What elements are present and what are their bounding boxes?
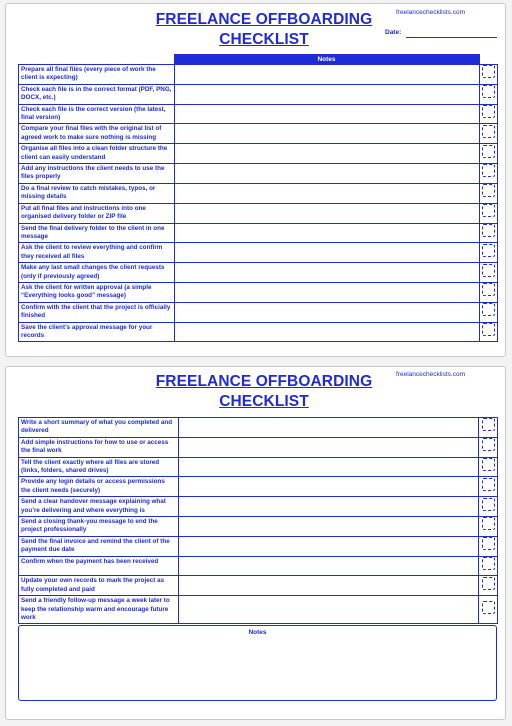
table-row xyxy=(19,164,498,184)
task-note-cell[interactable] xyxy=(179,477,479,497)
page-title: FREELANCE OFFBOARDING CHECKLIST xyxy=(155,373,373,410)
table-row xyxy=(19,203,498,223)
task-label: Add any instructions the client needs to use the files properly xyxy=(19,164,175,184)
task-label: Put all final files and instructions into one organised delivery folder or ZIP file xyxy=(19,203,175,223)
task-checkbox[interactable] xyxy=(482,224,495,237)
task-note-cell[interactable] xyxy=(174,164,479,184)
task-label: Send the final invoice and remind the client of the payment due date xyxy=(19,536,179,556)
task-checkbox[interactable] xyxy=(482,557,495,570)
table-row xyxy=(19,437,498,457)
task-label: Ask the client to review everything and confirm they received all files xyxy=(19,243,175,263)
task-note-cell[interactable] xyxy=(174,124,479,144)
checkbox-cell xyxy=(479,65,498,85)
table-row xyxy=(19,497,498,517)
checkbox-cell xyxy=(479,556,498,576)
task-checkbox[interactable] xyxy=(482,438,495,451)
checkbox-cell xyxy=(479,263,498,283)
checkbox-cell xyxy=(479,282,498,302)
checkbox-cell xyxy=(479,457,498,477)
table-row xyxy=(19,596,498,624)
notes-column-header: Notes xyxy=(174,55,479,65)
task-label: Check each file is the correct version (the latest, final version) xyxy=(19,104,175,124)
table-row xyxy=(19,104,498,124)
task-label: Send a friendly follow-up message a week later to keep the relationship warm and encourage future work xyxy=(19,596,179,624)
task-note-cell[interactable] xyxy=(174,322,479,342)
task-checkbox[interactable] xyxy=(482,105,495,118)
checkbox-cell xyxy=(479,477,498,497)
task-checkbox[interactable] xyxy=(482,418,495,431)
table-row xyxy=(19,183,498,203)
checkbox-cell xyxy=(479,576,498,596)
task-note-cell[interactable] xyxy=(179,536,479,556)
table-row xyxy=(19,418,498,438)
task-checkbox[interactable] xyxy=(482,478,495,491)
table-row xyxy=(19,124,498,144)
task-label: Send a closing thank-you message to end the project professionally xyxy=(19,517,179,537)
task-checkbox[interactable] xyxy=(482,601,495,614)
table-row xyxy=(19,576,498,596)
table-row xyxy=(19,144,498,164)
table-row xyxy=(19,223,498,243)
task-checkbox[interactable] xyxy=(482,164,495,177)
checkbox-cell xyxy=(479,183,498,203)
checkbox-cell xyxy=(479,104,498,124)
checklist-page-1 xyxy=(5,3,506,357)
task-label: Tell the client exactly where all files are stored (links, folders, shared drives) xyxy=(19,457,179,477)
task-checkbox[interactable] xyxy=(482,498,495,511)
task-checkbox[interactable] xyxy=(482,323,495,336)
task-note-cell[interactable] xyxy=(174,282,479,302)
task-note-cell[interactable] xyxy=(174,302,479,322)
website-label: freelancechecklists.com xyxy=(396,9,465,16)
task-note-cell[interactable] xyxy=(174,104,479,124)
task-label: Provide any login details or access permissions the client needs (securely) xyxy=(19,477,179,497)
checkbox-cell xyxy=(479,437,498,457)
task-note-cell[interactable] xyxy=(174,203,479,223)
checkbox-cell xyxy=(479,84,498,104)
task-note-cell[interactable] xyxy=(174,65,479,85)
page-title: FREELANCE OFFBOARDING CHECKLIST xyxy=(155,11,373,48)
task-label: Make any last small changes the client requests (only if previously agreed) xyxy=(19,263,175,283)
checkbox-cell xyxy=(479,596,498,624)
table-row xyxy=(19,282,498,302)
checkbox-cell xyxy=(479,124,498,144)
checkbox-cell xyxy=(479,536,498,556)
task-note-cell[interactable] xyxy=(174,84,479,104)
task-label: Add simple instructions for how to use or access the final work xyxy=(19,437,179,457)
task-checkbox[interactable] xyxy=(482,125,495,138)
task-checkbox[interactable] xyxy=(482,184,495,197)
task-label: Ask the client for written approval (a simple “Everything looks good” message) xyxy=(19,282,175,302)
checkbox-cell xyxy=(479,517,498,537)
task-note-cell[interactable] xyxy=(179,517,479,537)
task-checkbox[interactable] xyxy=(482,204,495,217)
task-note-cell[interactable] xyxy=(174,144,479,164)
task-checkbox[interactable] xyxy=(482,458,495,471)
checkbox-cell xyxy=(479,418,498,438)
task-note-cell[interactable] xyxy=(179,457,479,477)
task-note-cell[interactable] xyxy=(179,576,479,596)
table-row xyxy=(19,556,498,576)
checklist-table xyxy=(18,54,498,342)
checkbox-cell xyxy=(479,223,498,243)
task-checkbox[interactable] xyxy=(482,145,495,158)
table-row xyxy=(19,65,498,85)
task-checkbox[interactable] xyxy=(482,283,495,296)
task-label: Confirm with the client that the project is officially finished xyxy=(19,302,175,322)
task-label: Organise all files into a clean folder structure the client can easily understand xyxy=(19,144,175,164)
task-note-cell[interactable] xyxy=(179,497,479,517)
task-checkbox[interactable] xyxy=(482,244,495,257)
table-row xyxy=(19,84,498,104)
task-checkbox[interactable] xyxy=(482,303,495,316)
task-label: Check each file is in the correct format (PDF, PNG, DOCX, etc.) xyxy=(19,84,175,104)
table-row xyxy=(19,517,498,537)
checklist-page-2 xyxy=(5,366,506,720)
task-checkbox[interactable] xyxy=(482,264,495,277)
task-checkbox[interactable] xyxy=(482,537,495,550)
task-note-cell[interactable] xyxy=(174,183,479,203)
task-label: Send the final delivery folder to the client in one message xyxy=(19,223,175,243)
notes-label: Notes xyxy=(248,629,267,636)
task-note-cell[interactable] xyxy=(179,556,479,576)
task-label: Save the client’s approval message for your records xyxy=(19,322,175,342)
task-note-cell[interactable] xyxy=(174,263,479,283)
task-checkbox[interactable] xyxy=(482,577,495,590)
checkbox-cell xyxy=(479,144,498,164)
table-row xyxy=(19,302,498,322)
date-label: Date: xyxy=(385,29,402,36)
table-row xyxy=(19,536,498,556)
task-checkbox[interactable] xyxy=(482,85,495,98)
notes-box[interactable] xyxy=(18,625,497,701)
task-label: Compare your final files with the original list of agreed work to make sure nothing is missing xyxy=(19,124,175,144)
task-note-cell[interactable] xyxy=(179,418,479,438)
task-label: Do a final review to catch mistakes, typos, or missing details xyxy=(19,183,175,203)
date-field[interactable] xyxy=(406,37,497,38)
task-note-cell[interactable] xyxy=(174,243,479,263)
table-row xyxy=(19,322,498,342)
task-note-cell[interactable] xyxy=(174,223,479,243)
task-checkbox[interactable] xyxy=(482,65,495,78)
task-label: Prepare all final files (every piece of work the client is expecting) xyxy=(19,65,175,85)
table-row xyxy=(19,457,498,477)
checkbox-cell xyxy=(479,322,498,342)
table-row xyxy=(19,263,498,283)
task-label: Write a short summary of what you completed and delivered xyxy=(19,418,179,438)
task-label: Send a clear handover message explaining what you’re delivering and where everything is xyxy=(19,497,179,517)
task-label: Update your own records to mark the project as fully completed and paid xyxy=(19,576,179,596)
table-row xyxy=(19,477,498,497)
checkbox-cell xyxy=(479,203,498,223)
task-note-cell[interactable] xyxy=(179,437,479,457)
task-label: Confirm when the payment has been received xyxy=(19,556,179,576)
website-label: freelancechecklists.com xyxy=(396,371,465,378)
checkbox-cell xyxy=(479,243,498,263)
table-row xyxy=(19,243,498,263)
task-note-cell[interactable] xyxy=(179,596,479,624)
checklist-table xyxy=(18,417,498,624)
checkbox-cell xyxy=(479,164,498,184)
table-header-row xyxy=(19,55,498,65)
checkbox-cell xyxy=(479,302,498,322)
checkbox-cell xyxy=(479,497,498,517)
task-checkbox[interactable] xyxy=(482,517,495,530)
